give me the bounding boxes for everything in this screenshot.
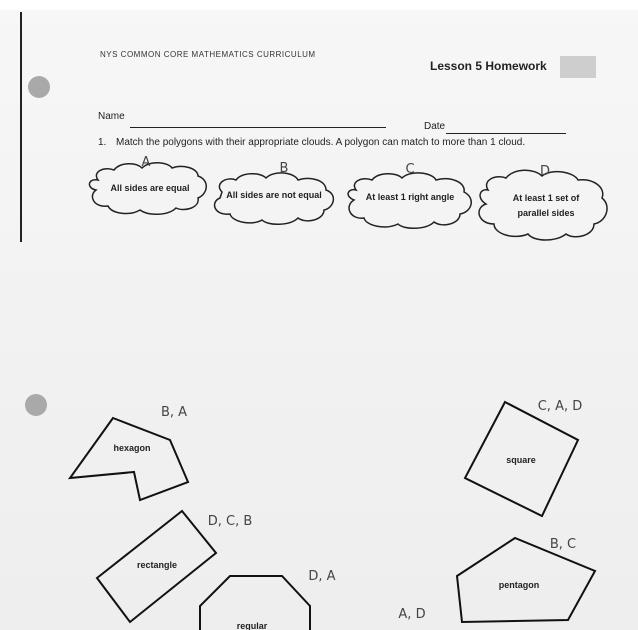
cloud-a-label: All sides are equal: [110, 183, 190, 193]
name-label: Name: [98, 111, 125, 122]
rectangle-answer: D, C, B: [207, 514, 253, 529]
pentagon-answer: B, C: [549, 537, 577, 552]
cloud-d: [479, 164, 607, 240]
date-label: Date: [424, 121, 446, 132]
cloud-b: [215, 161, 334, 224]
cloud-d-label-line1: At least 1 set of: [512, 193, 580, 203]
cloud-c-letter: C: [405, 162, 415, 177]
rectangle-label: rectangle: [136, 560, 178, 570]
regular-shape: [200, 569, 336, 630]
hexagon-label: hexagon: [113, 443, 151, 453]
regular-answer: D, A: [308, 569, 336, 584]
hexagon-shape: [70, 405, 188, 500]
cloud-b-label: All sides are not equal: [226, 190, 322, 200]
cloud-d-letter: D: [539, 164, 551, 179]
cloud-c-label: At least 1 right angle: [365, 192, 455, 202]
pentagon-shape: [457, 537, 595, 622]
cloud-a-letter: A: [141, 155, 151, 170]
curriculum-title: NYS COMMON CORE MATHEMATICS CURRICULUM: [100, 50, 316, 59]
rectangle-shape: [97, 511, 252, 622]
cloud-c: [348, 162, 471, 228]
pentagon-label: pentagon: [498, 580, 540, 590]
cloud-b-letter: B: [279, 161, 289, 176]
square-answer: C, A, D: [537, 399, 583, 414]
question-text: Match the polygons with their appropriate clouds. A polygon can match to more than 1 cloud.: [116, 137, 526, 148]
square-shape: [465, 399, 582, 516]
lesson-title: Lesson 5 Homework: [430, 59, 547, 73]
extra-answer: A, D: [398, 607, 426, 622]
hexagon-answer: B, A: [160, 405, 188, 420]
cloud-d-label-line2: parallel sides: [517, 208, 575, 218]
cloud-a: [89, 155, 206, 214]
regular-label: regular: [236, 621, 268, 630]
square-label: square: [506, 455, 536, 465]
question-number: 1.: [98, 137, 107, 148]
